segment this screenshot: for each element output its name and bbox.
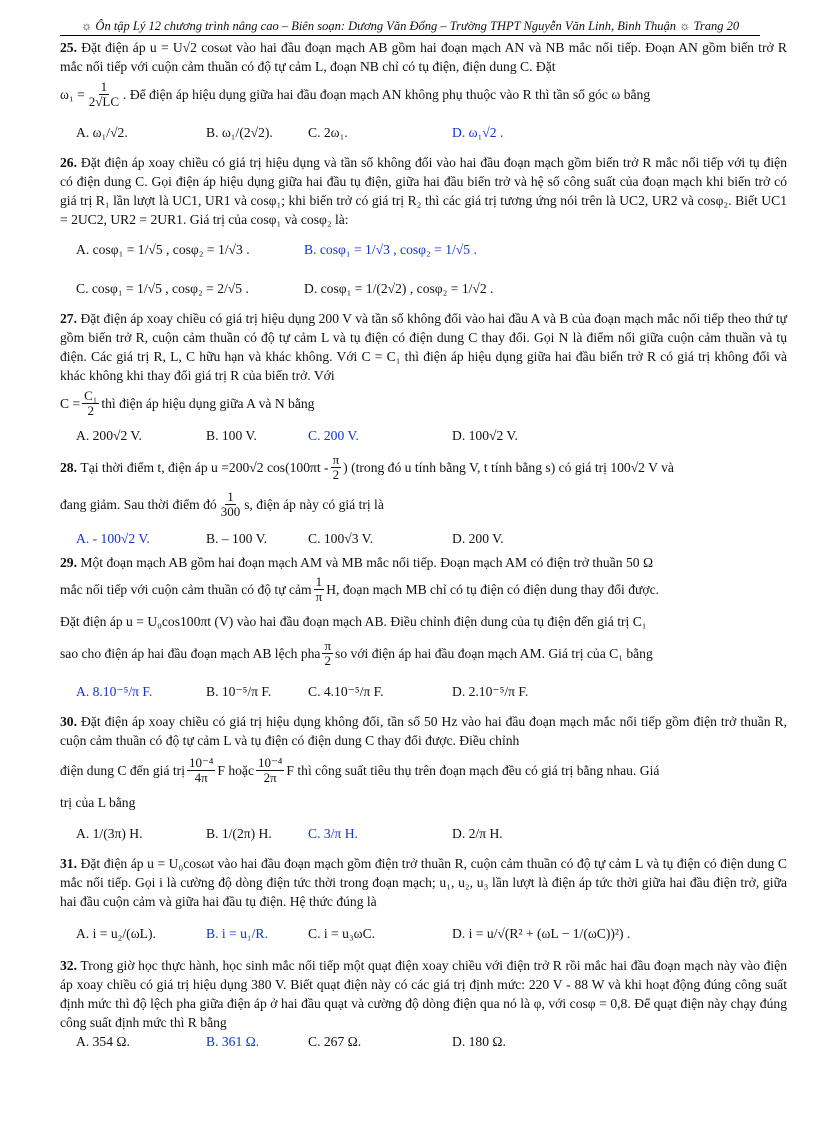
fraction: $\frac{1}{\pi}$ <box>315 573 323 604</box>
option-d[interactable]: D. 2/π H. <box>452 825 503 841</box>
option-a[interactable]: A. - 100√2 V. <box>76 530 150 546</box>
option-b[interactable]: B. cosφ₁ = 1/√3 , cosφ₂ = 1/√5 . <box>304 241 477 257</box>
fraction: $\frac{\pi}{2}$ <box>324 637 332 668</box>
option-d[interactable]: D. ω₁√2 . <box>452 124 504 140</box>
option-d[interactable]: D. cosφ₁ = 1/(2√2) , cosφ₂ = 1/√2 . <box>304 280 494 296</box>
option-c[interactable]: C. 100√3 V. <box>308 530 374 546</box>
option-d[interactable]: D. 180 Ω. <box>452 1034 506 1049</box>
question-31 <box>60 854 787 953</box>
question-line: 28. Tại thời điểm t, điện áp u =200√2 cos(100πt - $\frac{\pi}{2}$ ) (trong đó u tính bằng V, t tính bằng s) có giá trị 100√2 V và <box>60 451 674 482</box>
option-b[interactable]: B. 1/(2π) H. <box>206 825 272 841</box>
question-text: 31. Đặt điện áp u = U₀cosωt vào hai đầu đoạn mạch gồm điện trở thuần R, cuộn cảm thuần có độ tự cảm L và tụ điện có điện dung C mắc nối tiếp. Gọi i là cường độ dòng điện tức thời trong đoạn mạch; u₁, u₂, u₃ lần lượt là điện áp tức thời giữa hai đầu điện trở, giữa hai đầu cuộn cảm và giữa hai đầu tụ điện. Hệ thức đúng là <box>60 856 787 909</box>
fraction: $\frac{1}{2√LC}$ <box>88 78 120 109</box>
question-text: 29. Một đoạn mạch AB gồm hai đoạn mạch AM và MB mắc nối tiếp. Đoạn mạch AM có điện trở thuần 50 Ω <box>60 555 654 570</box>
option-a[interactable]: A. 200√2 V. <box>76 427 142 443</box>
option-d[interactable]: D. 2.10⁻⁵/π F. <box>452 683 529 699</box>
option-b[interactable]: B. 361 Ω. <box>206 1034 260 1049</box>
question-text: 32. Trong giờ học thực hành, học sinh mắc nối tiếp một quạt điện xoay chiều với điện trở R rồi mắc hai đầu đoạn mạch này vào điện áp xoay chiều có giá trị hiệu dụng 380 V. Biết quạt điện này có các giá trị định mức: 220 V - 88 W và khi hoạt động đúng công suất định mức thì độ lệch pha giữa điện áp ở hai đầu quạt và cường độ dòng điện qua nó là φ, với cosφ = 0,8. Để quạt điện này chạy đúng công suất định mức thì R bằng <box>60 958 787 1030</box>
answer-row <box>60 270 787 306</box>
question-28 <box>60 450 787 550</box>
question-line: điện dung C đến giá trị $\frac{\text{10⁻⁴}}{4\pi}$ F hoặc $\frac{\text{10⁻⁴}}{2\pi}$ F thì công suất tiêu thụ trên đoạn mạch đều có giá trị bằng nhau. Giá <box>60 754 660 785</box>
option-b[interactable]: B. – 100 V. <box>206 530 268 546</box>
page-content <box>60 38 787 1054</box>
question-text: 27. Đặt điện áp xoay chiều có giá trị hiệu dụng 200 V và tần số không đổi vào hai đầu A và B của đoạn mạch mắc nối tiếp theo thứ tự gồm biến trở R, cuộn cảm thuần có độ tự cảm L và tụ điện có điện dung C thay đổi. Gọi N là điểm nối giữa cuộn cảm thuần và tụ điện. Các giá trị R, L, C hữu hạn và khác không. Với C = C₁ thì điện áp hiệu dụng giữa hai đầu biến trở R có giá trị không đổi và khác không khi thay đổi giá trị R của biến trở. Với <box>60 311 787 383</box>
answer-row <box>60 673 787 709</box>
question-line: C = $\frac{\text{C₁}}{2}$ thì điện áp hiệu dụng giữa A và N bằng <box>60 387 315 418</box>
question-text: 25. Đặt điện áp u = U√2 cosωt vào hai đầu đoạn mạch AB gồm hai đoạn mạch AN và NB mắc nối tiếp. Đoạn AN gồm biến trở R mắc nối tiếp với cuộn cảm thuần có độ tự cảm L, đoạn NB chỉ có tụ điện, điện dung C. Đặt <box>60 40 787 74</box>
option-b[interactable]: B. 10⁻⁵/π F. <box>206 683 272 699</box>
question-25 <box>60 38 787 150</box>
question-text: Đặt điện áp u = U₀cos100πt (V) vào hai đầu đoạn mạch AB. Điều chỉnh điện dung của tụ điện đến giá trị C₁ <box>60 614 647 629</box>
answer-row <box>60 423 787 447</box>
option-d[interactable]: D. 100√2 V. <box>452 427 518 443</box>
question-line: mắc nối tiếp với cuộn cảm thuần có độ tự cảm $\frac{1}{\pi}$ H, đoạn mạch MB chỉ có tụ điện có điện dung thay đổi được. <box>60 573 660 604</box>
option-c[interactable]: C. 3/π H. <box>308 825 358 841</box>
option-b[interactable]: B. ω₁/(2√2). <box>206 124 273 140</box>
question-30 <box>60 712 787 851</box>
option-a[interactable]: A. 1/(3π) H. <box>76 825 143 841</box>
option-a[interactable]: A. 8.10⁻⁵/π F. <box>76 683 153 699</box>
fraction: $\frac{\text{10⁻⁴}}{4\pi}$ <box>188 754 214 785</box>
question-text: 30. Đặt điện áp xoay chiều có giá trị hiệu dụng không đổi, tần số 50 Hz vào hai đầu đoạn mạch mắc nối tiếp gồm điện trở thuần R, cuộn cảm thuần có độ tự cảm L và tụ điện có điện dung C thay đổi được. Điều chỉnh <box>60 714 787 748</box>
option-c[interactable]: C. 267 Ω. <box>308 1034 362 1049</box>
answer-row <box>60 231 787 267</box>
answer-row <box>60 913 787 953</box>
option-c[interactable]: C. i = u₃ωC. <box>308 925 376 941</box>
option-c[interactable]: C. 200 V. <box>308 427 359 443</box>
header-divider <box>60 35 760 36</box>
option-c[interactable]: C. 4.10⁻⁵/π F. <box>308 683 384 699</box>
answer-row <box>60 1032 787 1051</box>
question-26 <box>60 153 787 306</box>
option-d[interactable]: D. i = u/√(R² + (ωL − 1/(ωC))²) . <box>452 925 631 941</box>
option-b[interactable]: B. i = u₁/R. <box>206 925 268 941</box>
question-text: 26. Đặt điện áp xoay chiều có giá trị hiệu dụng và tần số không đổi vào hai đầu đoạn mạch gồm biến trở R mắc nối tiếp với tụ điện có điện dung C. Gọi điện áp hiệu dụng giữa hai đầu tụ điện, giữa hai đầu biến trở và hệ số công suất của đoạn mạch khi biến trở có giá trị R₁ lần lượt là UC1, UR1 và cosφ₁; khi biến trở có giá trị R₂ thì các giá trị tương ứng nói trên là UC2, UR2 và cosφ₂. Biết UC1 = 2UC2, UR2 = 2UR1. Giá trị của cosφ₁ và cosφ₂ là: <box>60 155 787 227</box>
option-a[interactable]: A. i = u₂/(ωL). <box>76 925 156 941</box>
answer-row <box>60 815 787 851</box>
option-d[interactable]: D. 200 V. <box>452 530 504 546</box>
option-a[interactable]: A. ω₁/√2. <box>76 124 128 140</box>
question-line: đang giảm. Sau thời điểm đó $\frac{1}{300}$ s, điện áp này có giá trị là <box>60 488 384 519</box>
question-29 <box>60 553 787 709</box>
option-a[interactable]: A. cosφ₁ = 1/√5 , cosφ₂ = 1/√3 . <box>76 241 250 257</box>
answer-row <box>60 526 787 550</box>
answer-row <box>60 114 787 150</box>
fraction: $\frac{\text{10⁻⁴}}{2\pi}$ <box>258 754 283 785</box>
option-c[interactable]: C. cosφ₁ = 1/√5 , cosφ₂ = 2/√5 . <box>76 280 249 296</box>
question-line: sao cho điện áp hai đầu đoạn mạch AB lệch pha $\frac{\pi}{2}$ so với điện áp hai đầu đoạn mạch AM. Giá trị của C₁ bằng <box>60 637 653 668</box>
header-text: ☼ Ôn tập Lý 12 chương trình nâng cao – Biên soạn: Dương Văn Đổng – Trường THPT Nguyễn Văn Linh, Bình Thuận ☼ Trang 20 <box>80 19 740 33</box>
option-a[interactable]: A. 354 Ω. <box>76 1034 130 1049</box>
option-b[interactable]: B. 100 V. <box>206 427 257 443</box>
question-27 <box>60 309 787 447</box>
option-c[interactable]: C. 2ω₁. <box>308 124 348 140</box>
fraction: $\frac{1}{300}$ <box>220 488 241 519</box>
fraction: $\frac{\text{C₁}}{2}$ <box>84 387 98 418</box>
page-header <box>60 19 760 34</box>
question-32 <box>60 956 787 1051</box>
question-text: trị của L bằng <box>60 795 136 810</box>
question-line: ω₁ = $\frac{1}{2√LC}$ . Để điện áp hiệu dụng giữa hai đầu đoạn mạch AN không phụ thuộc vào R thì tần số góc ω bằng <box>60 78 651 109</box>
fraction: $\frac{\pi}{2}$ <box>332 451 340 482</box>
